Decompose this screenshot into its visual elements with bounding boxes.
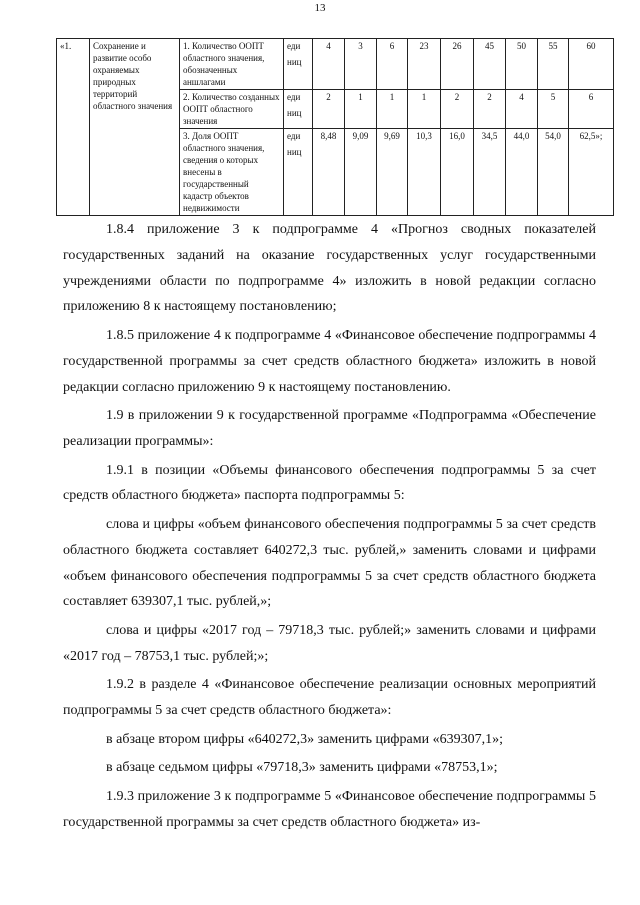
value-cell: 54,0 <box>538 129 569 216</box>
value-cell: 5 <box>538 90 569 129</box>
value-cell: 1 <box>377 90 408 129</box>
paragraph-1-9-3: 1.9.3 приложение 3 к подпрограмме 5 «Финансовое обеспечение подпрограммы 5 государственной программы за счет средств областного бюджета» из- <box>63 788 596 830</box>
value-cell: 16,0 <box>441 129 474 216</box>
value-cell: 9,69 <box>377 129 408 216</box>
indicator-cell: 1. Количество ООПТ областного значения, обозначенных аншлагами <box>180 39 284 90</box>
value-cell: 6 <box>377 39 408 90</box>
value-cell: 8,48 <box>313 129 345 216</box>
value-cell: 4 <box>313 39 345 90</box>
paragraph-1-8-5: 1.8.5 приложение 4 к подпрограмме 4 «Финансовое обеспечение подпрограммы 4 государственной программы за счет средств областного бюджета» изложить в новой редакции согласно приложению 9 к настоящему постановлению. <box>63 327 596 395</box>
paragraph-1-9-2: 1.9.2 в разделе 4 «Финансовое обеспечение реализации основных мероприятий подпрограммы 5 за счет средств областного бюджета»: <box>63 677 596 719</box>
value-cell: 26 <box>441 39 474 90</box>
unit-cell: еди ниц <box>284 90 313 129</box>
value-cell: 2 <box>441 90 474 129</box>
paragraph-abzac-2: в абзаце втором цифры «640272,3» заменить цифрами «639307,1»; <box>106 731 503 747</box>
indicators-table <box>56 38 614 216</box>
goal-cell: Сохранение и развитие особо охраняемых природных территорий областного значения <box>90 39 180 216</box>
value-cell: 55 <box>538 39 569 90</box>
indicator-cell: 2. Количество созданных ООПТ областного значения <box>180 90 284 129</box>
value-cell: 2 <box>474 90 506 129</box>
value-cell: 1 <box>345 90 377 129</box>
value-cell: 2 <box>313 90 345 129</box>
paragraph-1-9-1: 1.9.1 в позиции «Объемы финансового обеспечения подпрограммы 5 за счет средств областного бюджета» паспорта подпрограммы 5: <box>63 462 596 504</box>
value-cell: 34,5 <box>474 129 506 216</box>
value-cell: 45 <box>474 39 506 90</box>
indicator-cell: 3. Доля ООПТ областного значения, сведения о которых внесены в государственный кадастр объектов недвижимости <box>180 129 284 216</box>
value-cell: 44,0 <box>506 129 538 216</box>
value-cell: 62,5»; <box>569 129 614 216</box>
paragraph-words-total: слова и цифры «объем финансового обеспечения подпрограммы 5 за счет средств областного бюджета составляет 640272,3 тыс. рублей,» заменить словами и цифрами «объем финансового обеспечения подпрограммы 5 за счет средств областного бюджета составляет 639307,1 тыс. рублей,»; <box>63 516 596 610</box>
value-cell: 9,09 <box>345 129 377 216</box>
value-cell: 3 <box>345 39 377 90</box>
paragraph-1-8-4: 1.8.4 приложение 3 к подпрограмме 4 «Прогноз сводных показателей государственных заданий на оказание государственных услуг государственными учреждениями области по подпрограмме 4» изложить в новой редакции согласно приложению 8 к настоящему постановлению; <box>63 222 596 315</box>
document-body <box>63 217 596 838</box>
row-number-cell: «1. <box>57 39 90 216</box>
paragraph-1-9: 1.9 в приложении 9 к государственной программе «Подпрограмма «Обеспечение реализации программы»: <box>63 408 596 449</box>
value-cell: 60 <box>569 39 614 90</box>
value-cell: 4 <box>506 90 538 129</box>
value-cell: 6 <box>569 90 614 129</box>
paragraph-abzac-7: в абзаце седьмом цифры «79718,3» заменить цифрами «78753,1»; <box>106 760 498 776</box>
table-row <box>57 39 614 90</box>
value-cell: 50 <box>506 39 538 90</box>
value-cell: 23 <box>408 39 441 90</box>
value-cell: 1 <box>408 90 441 129</box>
page-number: 13 <box>314 2 326 14</box>
unit-cell: еди ниц <box>284 39 313 90</box>
value-cell: 10,3 <box>408 129 441 216</box>
unit-cell: еди ниц <box>284 129 313 216</box>
paragraph-words-2017: слова и цифры «2017 год – 79718,3 тыс. рублей;» заменить словами и цифрами «2017 год – 78753,1 тыс. рублей;»; <box>63 622 596 664</box>
